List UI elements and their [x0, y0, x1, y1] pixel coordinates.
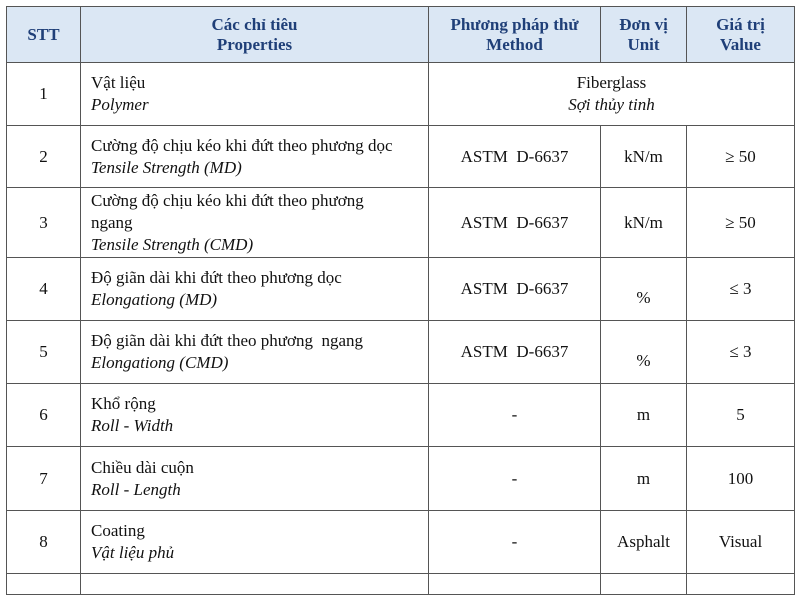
row-stt: 7 — [7, 447, 81, 511]
row-stt: 2 — [7, 126, 81, 188]
row-unit: Asphalt — [601, 511, 687, 574]
properties-table — [6, 6, 795, 595]
row-value: 5 — [687, 384, 795, 447]
row-stt: 8 — [7, 511, 81, 574]
row-property: Vật liệu Polymer — [81, 63, 429, 126]
row-value: Visual — [687, 511, 795, 574]
row-partial-cell — [687, 574, 795, 595]
row-method: ASTM D-6637 — [429, 321, 601, 384]
row-property: Cường độ chịu kéo khi đứt theo phương ngang Tensile Strength (CMD) — [81, 188, 429, 258]
row-value: ≥ 50 — [687, 126, 795, 188]
row-stt: 1 — [7, 63, 81, 126]
row-property: Khổ rộng Roll - Width — [81, 384, 429, 447]
row-partial-cell — [429, 574, 601, 595]
row-method: ASTM D-6637 — [429, 126, 601, 188]
table-row — [7, 511, 795, 574]
row-method: - — [429, 511, 601, 574]
header-properties: Các chỉ tiêu Properties — [81, 7, 429, 63]
row-unit: % — [601, 321, 687, 384]
row-stt: 3 — [7, 188, 81, 258]
row-unit: m — [601, 384, 687, 447]
row-value: ≥ 50 — [687, 188, 795, 258]
table-row — [7, 258, 795, 321]
table-row — [7, 188, 795, 258]
row-unit: kN/m — [601, 126, 687, 188]
row-unit: m — [601, 447, 687, 511]
table-row-partial — [7, 574, 795, 595]
row-partial-cell — [7, 574, 81, 595]
table-row — [7, 321, 795, 384]
header-value: Giá trị Value — [687, 7, 795, 63]
row-unit: kN/m — [601, 188, 687, 258]
row-unit: % — [601, 258, 687, 321]
header-row — [7, 7, 795, 63]
row-value: ≤ 3 — [687, 321, 795, 384]
row-partial-cell — [81, 574, 429, 595]
row-property: Chiều dài cuộn Roll - Length — [81, 447, 429, 511]
row-property: Độ giãn dài khi đứt theo phương dọc Elongationg (MD) — [81, 258, 429, 321]
table-row — [7, 384, 795, 447]
row-stt: 4 — [7, 258, 81, 321]
row-method: - — [429, 384, 601, 447]
row-property: Coating Vật liệu phủ — [81, 511, 429, 574]
row-value: ≤ 3 — [687, 258, 795, 321]
row-method: - — [429, 447, 601, 511]
row-property: Cường độ chịu kéo khi đứt theo phương dọc Tensile Strength (MD) — [81, 126, 429, 188]
header-unit: Đơn vị Unit — [601, 7, 687, 63]
row-partial-cell — [601, 574, 687, 595]
row-value: 100 — [687, 447, 795, 511]
row-method: ASTM D-6637 — [429, 258, 601, 321]
row-stt: 5 — [7, 321, 81, 384]
row-stt: 6 — [7, 384, 81, 447]
row-property: Độ giãn dài khi đứt theo phương ngang Elongationg (CMD) — [81, 321, 429, 384]
header-method: Phương pháp thử Method — [429, 7, 601, 63]
row-method: ASTM D-6637 — [429, 188, 601, 258]
row-merged-value: Fiberglass Sợi thủy tinh — [429, 63, 795, 126]
table-row — [7, 63, 795, 126]
table-row — [7, 447, 795, 511]
table-row — [7, 126, 795, 188]
header-stt: STT — [7, 7, 81, 63]
